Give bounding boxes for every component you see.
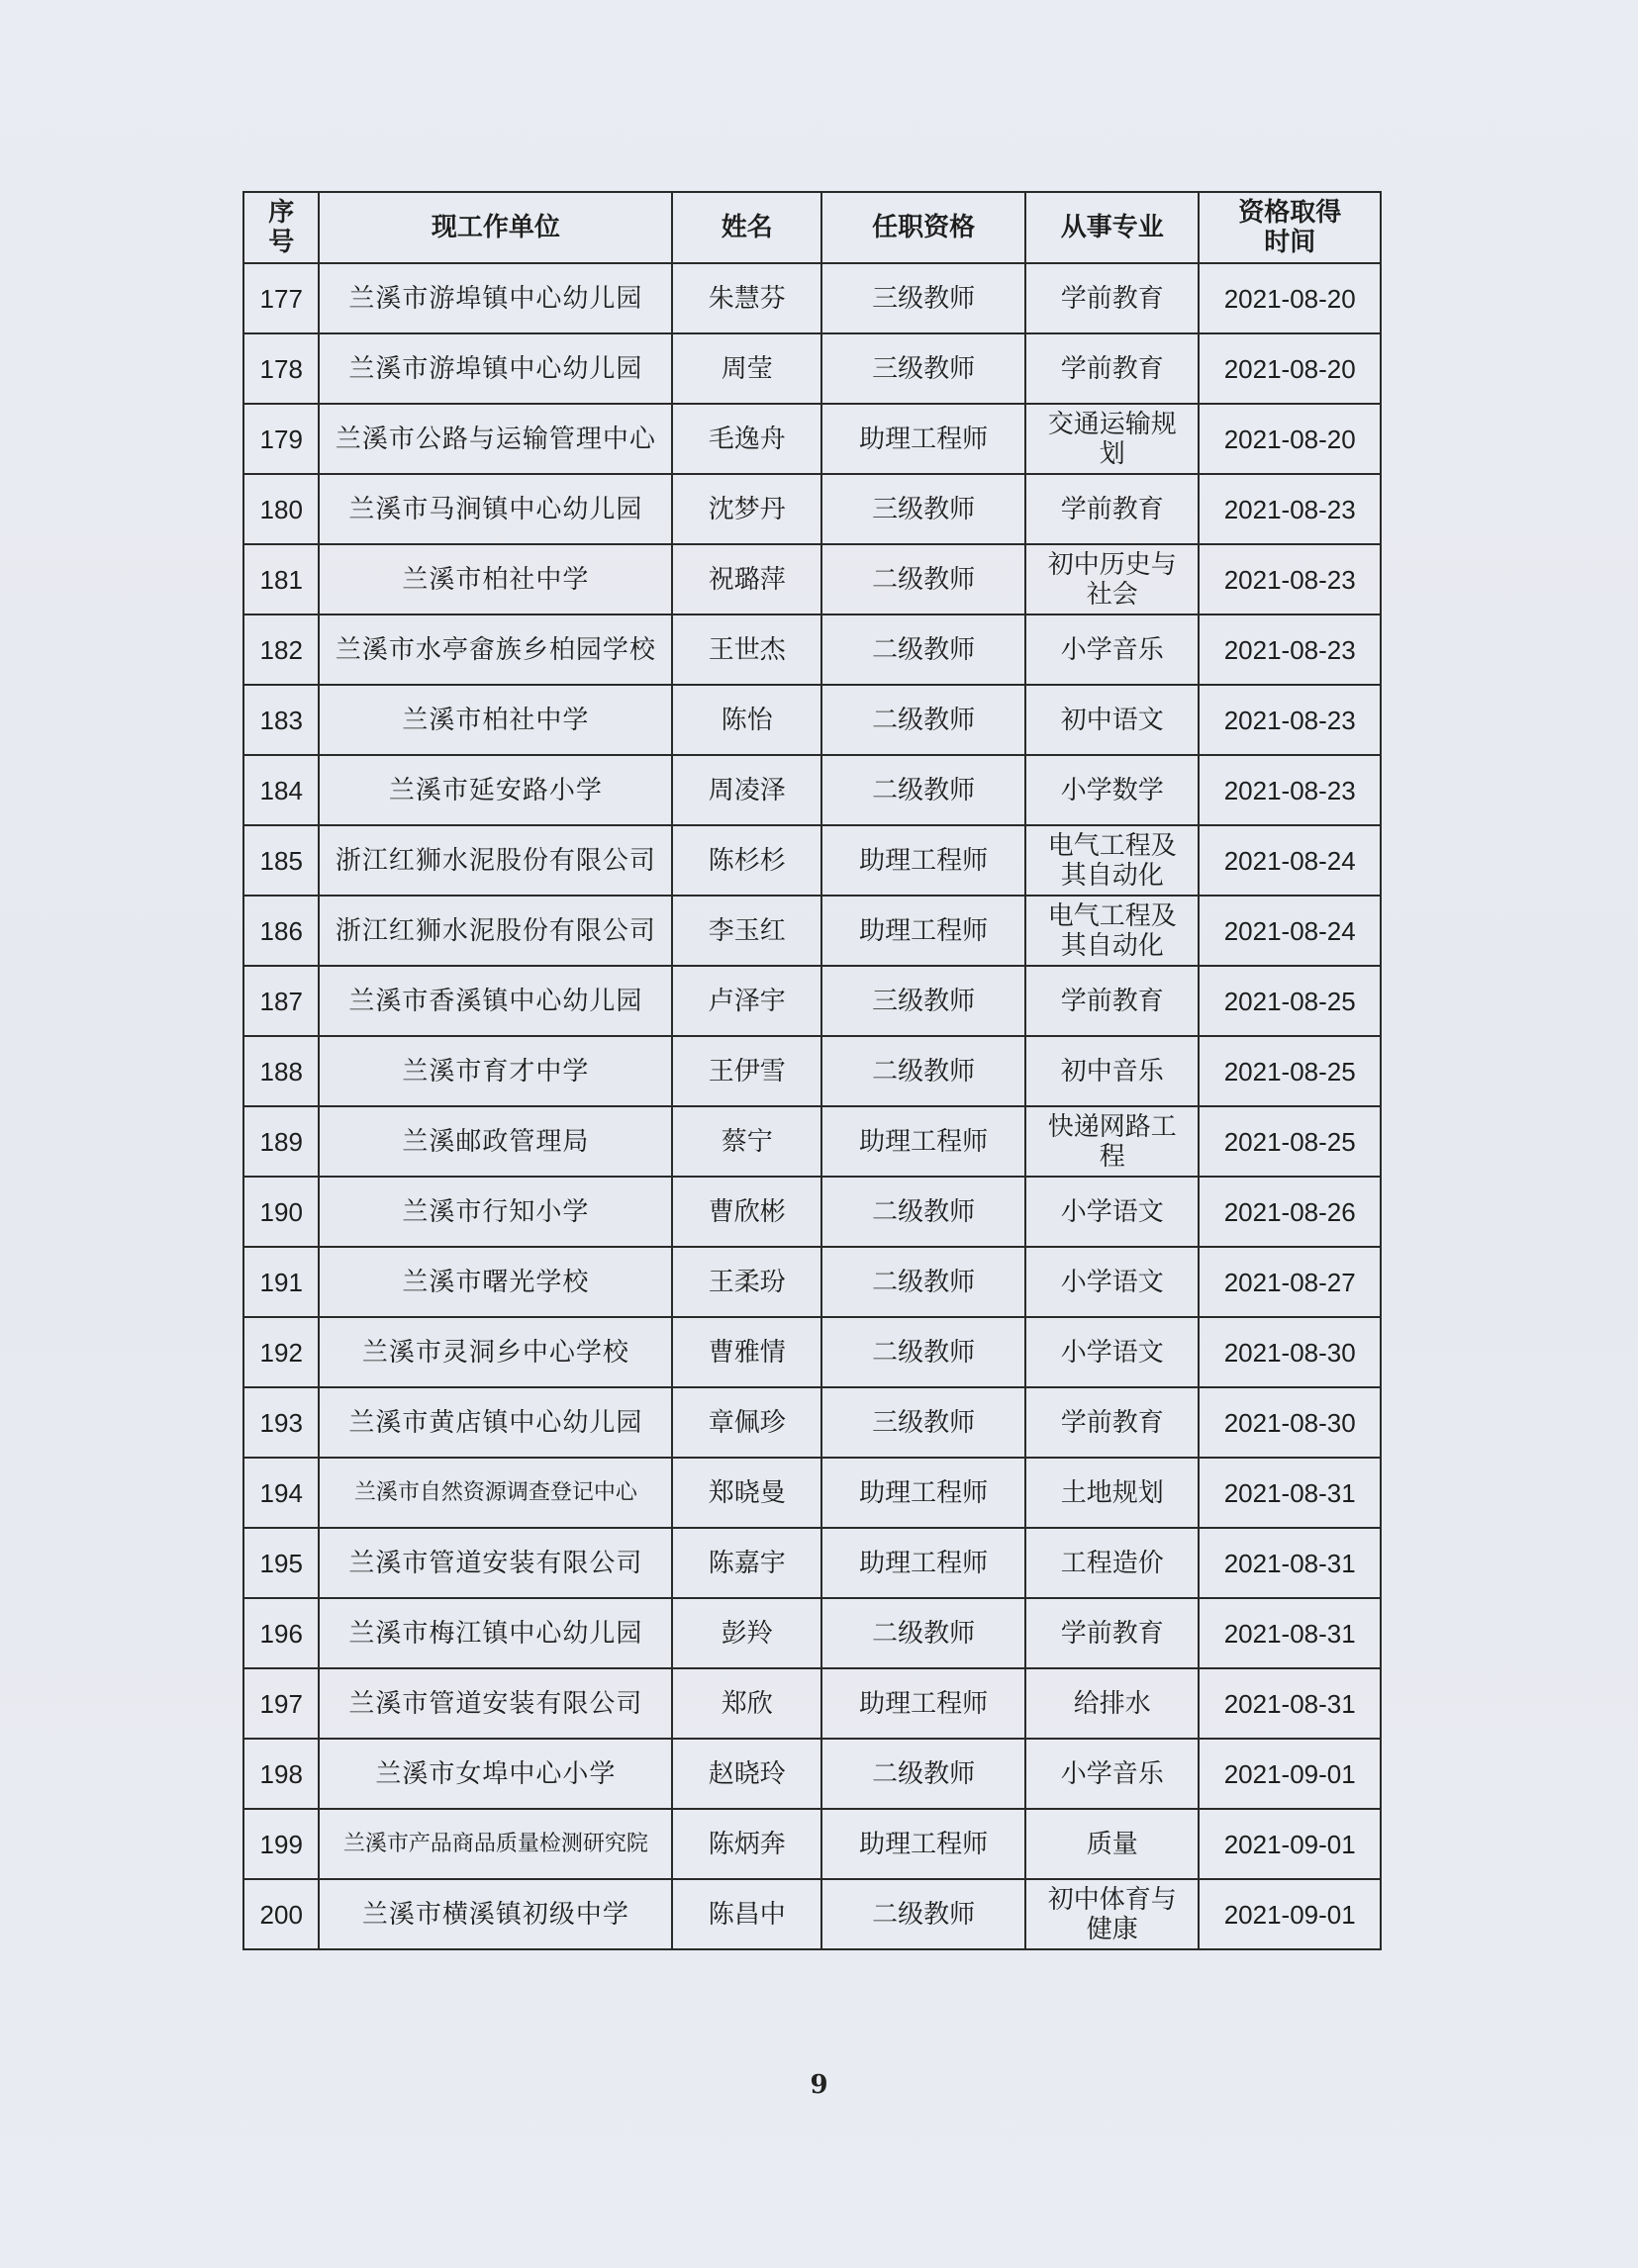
cell-qualification: 二级教师 [821, 755, 1025, 825]
table-row [243, 825, 1381, 896]
cell-unit: 兰溪邮政管理局 [319, 1106, 672, 1177]
cell-name: 祝璐萍 [672, 544, 821, 614]
cell-unit: 兰溪市马涧镇中心幼儿园 [319, 474, 672, 544]
cell-seq: 194 [243, 1458, 319, 1528]
cell-name: 彭羚 [672, 1598, 821, 1668]
cell-date: 2021-08-23 [1199, 755, 1381, 825]
cell-date: 2021-08-23 [1199, 614, 1381, 685]
header-unit: 现工作单位 [319, 192, 672, 263]
cell-unit: 兰溪市行知小学 [319, 1177, 672, 1247]
cell-date: 2021-08-24 [1199, 896, 1381, 966]
cell-qualification: 助理工程师 [821, 1809, 1025, 1879]
cell-date: 2021-08-23 [1199, 685, 1381, 755]
table-row [243, 1739, 1381, 1809]
cell-date: 2021-08-25 [1199, 966, 1381, 1036]
cell-unit: 兰溪市柏社中学 [319, 685, 672, 755]
cell-date: 2021-08-31 [1199, 1458, 1381, 1528]
cell-date: 2021-08-31 [1199, 1668, 1381, 1739]
cell-qualification: 三级教师 [821, 966, 1025, 1036]
cell-seq: 200 [243, 1879, 319, 1949]
cell-unit: 兰溪市香溪镇中心幼儿园 [319, 966, 672, 1036]
cell-major: 学前教育 [1025, 966, 1199, 1036]
table-row [243, 1036, 1381, 1106]
table-row [243, 1317, 1381, 1387]
cell-qualification: 二级教师 [821, 1739, 1025, 1809]
cell-qualification: 二级教师 [821, 1879, 1025, 1949]
table-row [243, 544, 1381, 614]
cell-seq: 188 [243, 1036, 319, 1106]
cell-major: 小学数学 [1025, 755, 1199, 825]
cell-name: 沈梦丹 [672, 474, 821, 544]
cell-unit: 兰溪市梅江镇中心幼儿园 [319, 1598, 672, 1668]
cell-qualification: 助理工程师 [821, 1668, 1025, 1739]
cell-unit: 浙江红狮水泥股份有限公司 [319, 825, 672, 896]
table-row [243, 896, 1381, 966]
cell-qualification: 助理工程师 [821, 1458, 1025, 1528]
cell-major: 交通运输规划 [1025, 404, 1199, 474]
cell-qualification: 助理工程师 [821, 896, 1025, 966]
header-seq [243, 192, 319, 263]
cell-unit: 兰溪市游埠镇中心幼儿园 [319, 263, 672, 333]
cell-name: 毛逸舟 [672, 404, 821, 474]
cell-qualification: 二级教师 [821, 1177, 1025, 1247]
cell-date: 2021-09-01 [1199, 1809, 1381, 1879]
cell-qualification: 助理工程师 [821, 404, 1025, 474]
table-row [243, 263, 1381, 333]
table-row [243, 1387, 1381, 1458]
cell-unit: 兰溪市公路与运输管理中心 [319, 404, 672, 474]
cell-date: 2021-08-25 [1199, 1106, 1381, 1177]
cell-major: 初中音乐 [1025, 1036, 1199, 1106]
table-row [243, 1668, 1381, 1739]
cell-seq: 187 [243, 966, 319, 1036]
header-major: 从事专业 [1025, 192, 1199, 263]
cell-qualification: 二级教师 [821, 544, 1025, 614]
cell-unit: 兰溪市自然资源调查登记中心 [319, 1458, 672, 1528]
cell-unit: 兰溪市游埠镇中心幼儿园 [319, 333, 672, 404]
cell-major: 给排水 [1025, 1668, 1199, 1739]
cell-major: 工程造价 [1025, 1528, 1199, 1598]
cell-name: 郑晓曼 [672, 1458, 821, 1528]
cell-date: 2021-08-30 [1199, 1317, 1381, 1387]
cell-major: 初中历史与社会 [1025, 544, 1199, 614]
cell-seq: 199 [243, 1809, 319, 1879]
table-row [243, 755, 1381, 825]
cell-name: 陈怡 [672, 685, 821, 755]
cell-date: 2021-08-30 [1199, 1387, 1381, 1458]
cell-date: 2021-08-31 [1199, 1528, 1381, 1598]
table-row [243, 1809, 1381, 1879]
cell-unit: 兰溪市延安路小学 [319, 755, 672, 825]
cell-seq: 178 [243, 333, 319, 404]
cell-qualification: 三级教师 [821, 474, 1025, 544]
cell-name: 曹欣彬 [672, 1177, 821, 1247]
qualification-table [242, 191, 1382, 1950]
cell-name: 李玉红 [672, 896, 821, 966]
cell-major: 学前教育 [1025, 1387, 1199, 1458]
cell-date: 2021-08-25 [1199, 1036, 1381, 1106]
cell-major: 初中体育与健康 [1025, 1879, 1199, 1949]
cell-unit: 兰溪市女埠中心小学 [319, 1739, 672, 1809]
cell-unit: 兰溪市柏社中学 [319, 544, 672, 614]
qualification-table-container [242, 191, 1382, 1950]
cell-seq: 192 [243, 1317, 319, 1387]
header-date [1199, 192, 1381, 263]
table-row [243, 1879, 1381, 1949]
cell-seq: 197 [243, 1668, 319, 1739]
cell-unit: 兰溪市产品商品质量检测研究院 [319, 1809, 672, 1879]
cell-seq: 185 [243, 825, 319, 896]
cell-major: 小学语文 [1025, 1317, 1199, 1387]
header-seq-label: 序号 [268, 197, 295, 257]
cell-date: 2021-09-01 [1199, 1879, 1381, 1949]
cell-seq: 181 [243, 544, 319, 614]
table-row [243, 404, 1381, 474]
cell-qualification: 助理工程师 [821, 825, 1025, 896]
cell-seq: 180 [243, 474, 319, 544]
table-row [243, 474, 1381, 544]
table-row [243, 1458, 1381, 1528]
cell-name: 王柔玢 [672, 1247, 821, 1317]
cell-qualification: 三级教师 [821, 1387, 1025, 1458]
cell-date: 2021-08-27 [1199, 1247, 1381, 1317]
cell-name: 章佩珍 [672, 1387, 821, 1458]
cell-name: 郑欣 [672, 1668, 821, 1739]
cell-date: 2021-08-20 [1199, 333, 1381, 404]
cell-seq: 182 [243, 614, 319, 685]
cell-unit: 浙江红狮水泥股份有限公司 [319, 896, 672, 966]
cell-date: 2021-08-20 [1199, 404, 1381, 474]
cell-date: 2021-08-20 [1199, 263, 1381, 333]
cell-major: 小学音乐 [1025, 614, 1199, 685]
header-date-label: 资格取得时间 [1238, 197, 1342, 257]
table-row [243, 1177, 1381, 1247]
table-row [243, 1247, 1381, 1317]
cell-unit: 兰溪市水亭畲族乡柏园学校 [319, 614, 672, 685]
cell-qualification: 二级教师 [821, 685, 1025, 755]
cell-seq: 183 [243, 685, 319, 755]
cell-unit: 兰溪市育才中学 [319, 1036, 672, 1106]
cell-seq: 196 [243, 1598, 319, 1668]
cell-qualification: 三级教师 [821, 333, 1025, 404]
table-row [243, 685, 1381, 755]
cell-major: 小学语文 [1025, 1177, 1199, 1247]
cell-name: 蔡宁 [672, 1106, 821, 1177]
cell-seq: 195 [243, 1528, 319, 1598]
cell-qualification: 二级教师 [821, 1247, 1025, 1317]
cell-date: 2021-08-23 [1199, 474, 1381, 544]
cell-major: 学前教育 [1025, 474, 1199, 544]
cell-qualification: 助理工程师 [821, 1528, 1025, 1598]
cell-seq: 191 [243, 1247, 319, 1317]
cell-name: 陈炳奔 [672, 1809, 821, 1879]
cell-seq: 190 [243, 1177, 319, 1247]
cell-date: 2021-08-26 [1199, 1177, 1381, 1247]
cell-unit: 兰溪市曙光学校 [319, 1247, 672, 1317]
header-name: 姓名 [672, 192, 821, 263]
table-header-row [243, 192, 1381, 263]
cell-name: 陈昌中 [672, 1879, 821, 1949]
table-row [243, 1528, 1381, 1598]
cell-name: 周凌泽 [672, 755, 821, 825]
header-qualification: 任职资格 [821, 192, 1025, 263]
cell-qualification: 助理工程师 [821, 1106, 1025, 1177]
cell-major: 快递网路工程 [1025, 1106, 1199, 1177]
table-row [243, 966, 1381, 1036]
cell-name: 王伊雪 [672, 1036, 821, 1106]
cell-major: 初中语文 [1025, 685, 1199, 755]
cell-date: 2021-08-23 [1199, 544, 1381, 614]
cell-major: 学前教育 [1025, 263, 1199, 333]
cell-name: 赵晓玲 [672, 1739, 821, 1809]
cell-date: 2021-08-24 [1199, 825, 1381, 896]
cell-seq: 184 [243, 755, 319, 825]
cell-name: 卢泽宇 [672, 966, 821, 1036]
cell-seq: 186 [243, 896, 319, 966]
table-row [243, 614, 1381, 685]
cell-major: 学前教育 [1025, 333, 1199, 404]
cell-qualification: 二级教师 [821, 1598, 1025, 1668]
cell-name: 朱慧芬 [672, 263, 821, 333]
cell-unit: 兰溪市管道安装有限公司 [319, 1528, 672, 1598]
cell-major: 电气工程及其自动化 [1025, 825, 1199, 896]
cell-major: 土地规划 [1025, 1458, 1199, 1528]
cell-unit: 兰溪市灵洞乡中心学校 [319, 1317, 672, 1387]
cell-qualification: 二级教师 [821, 1317, 1025, 1387]
cell-seq: 198 [243, 1739, 319, 1809]
cell-name: 周莹 [672, 333, 821, 404]
cell-qualification: 二级教师 [821, 614, 1025, 685]
cell-date: 2021-08-31 [1199, 1598, 1381, 1668]
cell-name: 曹雅情 [672, 1317, 821, 1387]
cell-major: 电气工程及其自动化 [1025, 896, 1199, 966]
cell-seq: 189 [243, 1106, 319, 1177]
cell-seq: 193 [243, 1387, 319, 1458]
cell-name: 陈杉杉 [672, 825, 821, 896]
cell-major: 学前教育 [1025, 1598, 1199, 1668]
cell-major: 小学音乐 [1025, 1739, 1199, 1809]
cell-major: 质量 [1025, 1809, 1199, 1879]
cell-seq: 177 [243, 263, 319, 333]
table-row [243, 333, 1381, 404]
cell-seq: 179 [243, 404, 319, 474]
table-body [243, 263, 1381, 1949]
cell-name: 陈嘉宇 [672, 1528, 821, 1598]
table-row [243, 1598, 1381, 1668]
cell-unit: 兰溪市黄店镇中心幼儿园 [319, 1387, 672, 1458]
page-number: 9 [810, 2070, 828, 2100]
cell-qualification: 三级教师 [821, 263, 1025, 333]
cell-major: 小学语文 [1025, 1247, 1199, 1317]
cell-unit: 兰溪市管道安装有限公司 [319, 1668, 672, 1739]
cell-date: 2021-09-01 [1199, 1739, 1381, 1809]
cell-qualification: 二级教师 [821, 1036, 1025, 1106]
table-row [243, 1106, 1381, 1177]
cell-unit: 兰溪市横溪镇初级中学 [319, 1879, 672, 1949]
cell-name: 王世杰 [672, 614, 821, 685]
